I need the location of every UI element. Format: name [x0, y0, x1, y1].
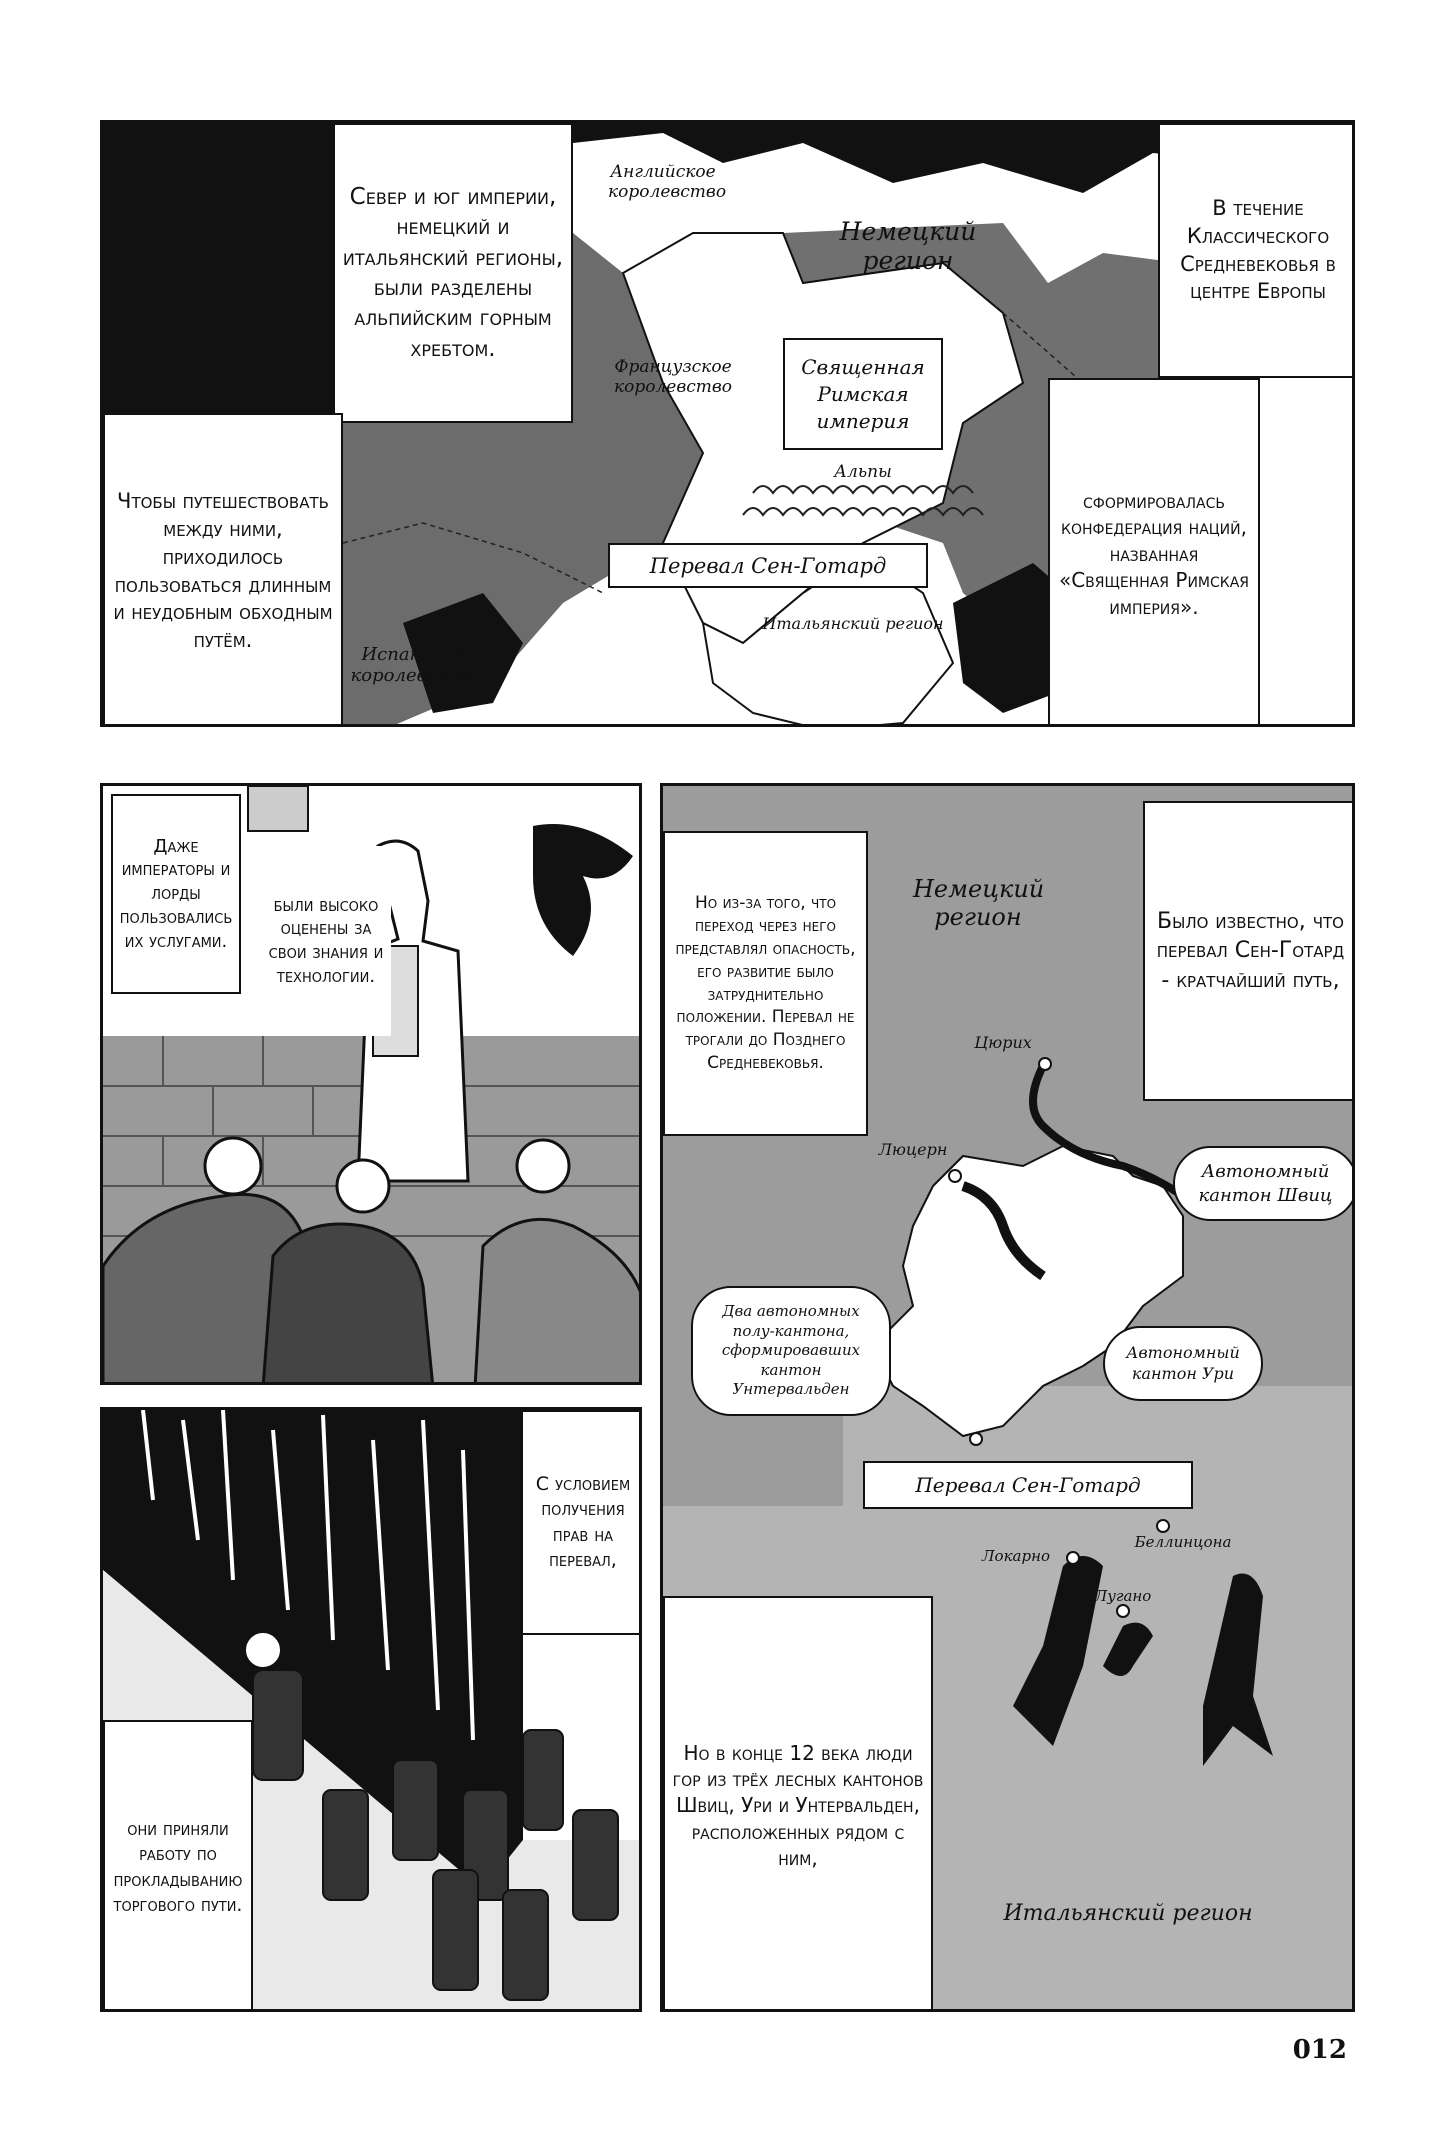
- map2-label-lucerne: Люцерн: [878, 1140, 948, 1159]
- panel-emperors: [100, 783, 642, 1385]
- caption-confederation: сформировалась конфедерация наций, названная «Священная Римская империя».: [1048, 378, 1260, 727]
- map2-bubble-schwyz: Автономный кантон Швиц: [1173, 1146, 1355, 1221]
- caption-known: Было известно, что перевал Сен-Готард - кратчайший путь,: [1143, 801, 1355, 1101]
- map-label-spanish: Испанские королевства: [350, 644, 476, 686]
- caption-end12: Но в конце 12 века люди гор из трёх лесных кантонов Швиц, Ури и Унтервальден, расположенных рядом с ним,: [663, 1596, 933, 2012]
- caption-travel: Чтобы путешествовать между ними, приходилось пользоваться длинным и неудобным обходным путём.: [103, 413, 343, 727]
- panel-europe-map: [100, 120, 1355, 727]
- map2-label-italian: Итальянский регион: [1003, 1901, 1253, 1926]
- map2-label-lugano: Лугано: [1094, 1587, 1152, 1605]
- caption-danger: Но из-за того, что переход через него представлял опасность, его развитие было затруднительно положении. Перевал не трогали до Позднего Средневековья.: [663, 831, 868, 1136]
- caption-work: они приняли работу по прокладыванию торгового пути.: [103, 1720, 253, 2012]
- map-label-italian: Итальянский регион: [762, 614, 944, 633]
- map2-label-bellinzona: Беллинцона: [1134, 1533, 1232, 1551]
- map-box-gotthard: Перевал Сен-Готард: [608, 543, 928, 588]
- map-box-hre: Священная Римская империя: [783, 338, 943, 450]
- map2-label-zurich: Цюрих: [974, 1033, 1032, 1052]
- caption-valued: были высоко оценены за свои знания и технологии.: [261, 846, 391, 1036]
- map2-label-german: Немецкий регион: [913, 875, 1045, 931]
- caption-north-south: Север и юг империи, немецкий и итальянский регионы, были разделены альпийским горным хребтом.: [333, 123, 573, 423]
- caption-classic: В течение Классического Средневековья в центре Европы: [1158, 123, 1355, 378]
- map2-label-locarno: Локарно: [982, 1547, 1050, 1565]
- panel-cantons-map: [660, 783, 1355, 2012]
- caption-condition: С условием получения прав на перевал,: [521, 1410, 642, 1635]
- map2-bubble-unterwalden: Два автономных полу-кантона, сформировавших кантон Унтервальден: [691, 1286, 891, 1416]
- page-number: 012: [1292, 2035, 1347, 2065]
- map2-box-gotthard: Перевал Сен-Готард: [863, 1461, 1193, 1509]
- map-label-english: Английское королевство: [608, 162, 727, 202]
- map2-bubble-uri: Автономный кантон Ури: [1103, 1326, 1263, 1401]
- panel-workers: [100, 1407, 642, 2012]
- map-label-alps: Альпы: [834, 462, 892, 482]
- caption-emperors: Даже императоры и лорды пользовались их услугами.: [111, 794, 241, 994]
- map-label-french: Французское королевство: [613, 357, 733, 397]
- map-label-german: Немецкий регион: [839, 217, 977, 275]
